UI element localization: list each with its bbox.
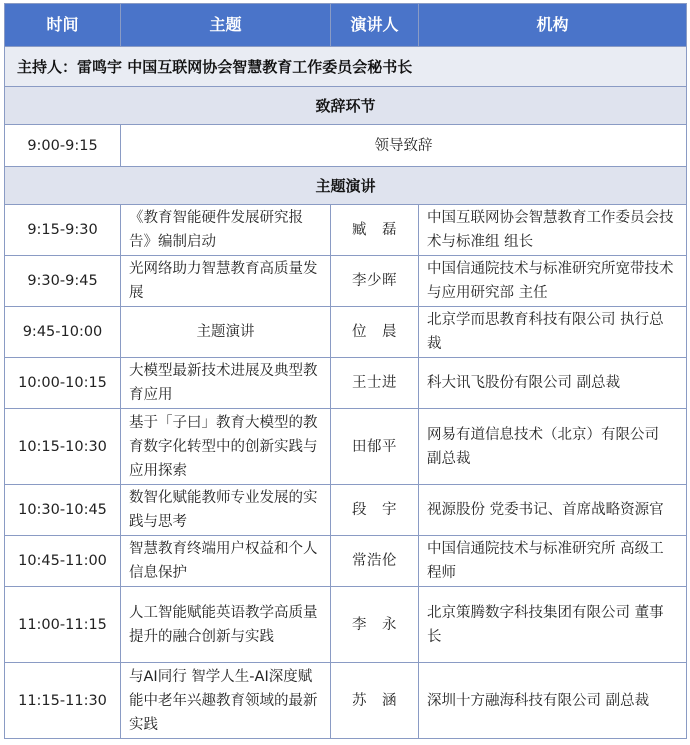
row-topic: 领导致辞	[121, 125, 687, 167]
section-row-keynote	[5, 167, 687, 205]
row-time: 10:45-11:00	[5, 536, 121, 587]
row-org: 视源股份 党委书记、首席战略资源官	[419, 485, 687, 536]
section-title-welcome: 致辞环节	[5, 87, 687, 125]
row-org: 北京学而思教育科技有限公司 执行总裁	[419, 307, 687, 358]
header-topic: 主题	[121, 4, 331, 47]
row-topic: 光网络助力智慧教育高质量发展	[121, 256, 331, 307]
row-topic: 与AI同行 智学人生-AI深度赋能中老年兴趣教育领域的最新实践	[121, 663, 331, 739]
row-time: 10:00-10:15	[5, 358, 121, 409]
host-row	[5, 47, 687, 87]
row-speaker: 段 宇	[331, 485, 419, 536]
row-speaker: 位 晨	[331, 307, 419, 358]
row-speaker: 李 永	[331, 587, 419, 663]
row-time: 10:15-10:30	[5, 409, 121, 485]
table-row	[5, 536, 687, 587]
row-topic: 数智化赋能教师专业发展的实践与思考	[121, 485, 331, 536]
table-row	[5, 409, 687, 485]
row-topic: 《教育智能硬件发展研究报告》编制启动	[121, 205, 331, 256]
row-speaker: 常浩伦	[331, 536, 419, 587]
row-time: 11:15-11:30	[5, 663, 121, 739]
row-time: 9:15-9:30	[5, 205, 121, 256]
row-topic: 人工智能赋能英语教学高质量提升的融合创新与实践	[121, 587, 331, 663]
header-row	[5, 4, 687, 47]
row-speaker: 田郁平	[331, 409, 419, 485]
row-topic: 大模型最新技术进展及典型教育应用	[121, 358, 331, 409]
row-time: 11:00-11:15	[5, 587, 121, 663]
header-speaker: 演讲人	[331, 4, 419, 47]
row-org: 科大讯飞股份有限公司 副总裁	[419, 358, 687, 409]
row-org: 中国信通院技术与标准研究所宽带技术与应用研究部 主任	[419, 256, 687, 307]
row-speaker: 苏 涵	[331, 663, 419, 739]
row-time: 9:00-9:15	[5, 125, 121, 167]
table-row	[5, 205, 687, 256]
table-row	[5, 358, 687, 409]
host-text: 主持人：雷鸣宇 中国互联网协会智慧教育工作委员会秘书长	[5, 47, 687, 87]
row-org: 北京策腾数字科技集团有限公司 董事长	[419, 587, 687, 663]
table-row	[5, 663, 687, 739]
section-row-welcome	[5, 87, 687, 125]
row-topic: 基于「子曰」教育大模型的教育数字化转型中的创新实践与应用探索	[121, 409, 331, 485]
row-topic: 智慧教育终端用户权益和个人信息保护	[121, 536, 331, 587]
row-time: 9:45-10:00	[5, 307, 121, 358]
row-speaker: 臧 磊	[331, 205, 419, 256]
row-topic: 主题演讲	[121, 307, 331, 358]
table-row	[5, 485, 687, 536]
section-title-keynote: 主题演讲	[5, 167, 687, 205]
header-time: 时间	[5, 4, 121, 47]
row-org: 网易有道信息技术（北京）有限公司 副总裁	[419, 409, 687, 485]
row-speaker: 王士进	[331, 358, 419, 409]
agenda-table	[4, 3, 687, 739]
row-speaker: 李少晖	[331, 256, 419, 307]
table-row	[5, 587, 687, 663]
row-time: 10:30-10:45	[5, 485, 121, 536]
table-row	[5, 256, 687, 307]
row-org: 中国信通院技术与标准研究所 高级工程师	[419, 536, 687, 587]
table-row	[5, 307, 687, 358]
row-org: 中国互联网协会智慧教育工作委员会技术与标准组 组长	[419, 205, 687, 256]
table-row	[5, 125, 687, 167]
row-org: 深圳十方融海科技有限公司 副总裁	[419, 663, 687, 739]
row-time: 9:30-9:45	[5, 256, 121, 307]
header-org: 机构	[419, 4, 687, 47]
